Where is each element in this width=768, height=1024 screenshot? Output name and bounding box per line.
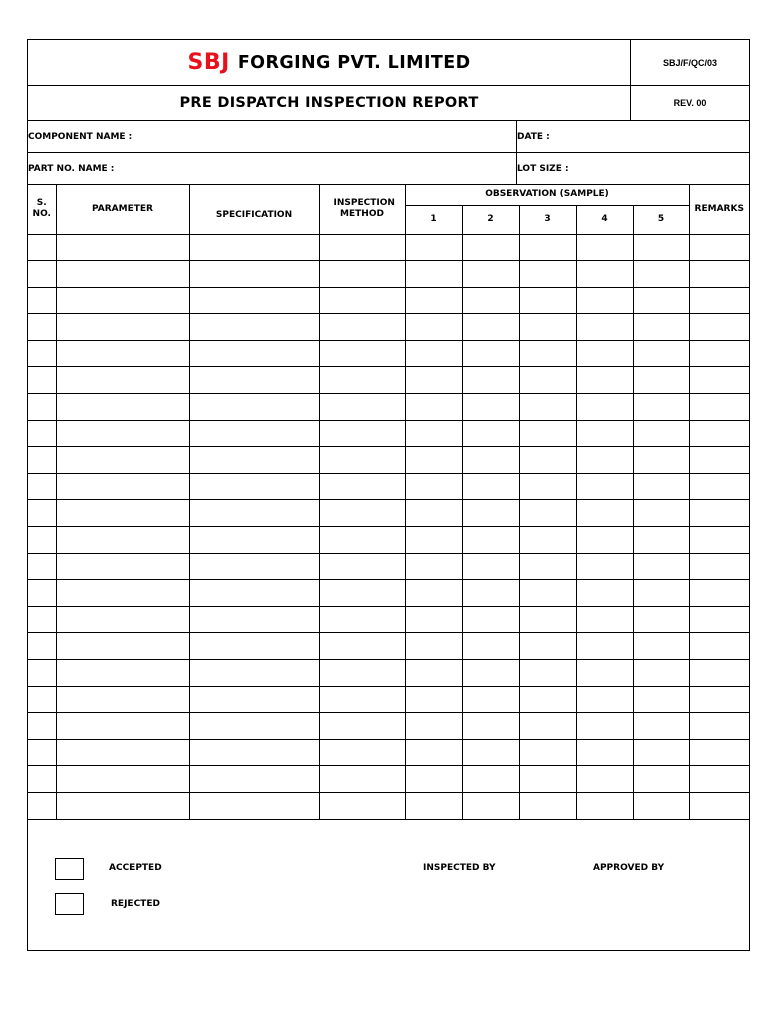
cell-sample-4[interactable] — [576, 766, 633, 793]
cell-sno[interactable] — [28, 713, 56, 740]
cell-parameter[interactable] — [56, 792, 189, 819]
table-row — [28, 234, 749, 261]
cell-sample-2[interactable] — [462, 527, 519, 554]
cell-inspection-method[interactable] — [319, 766, 405, 793]
cell-parameter[interactable] — [56, 447, 189, 474]
cell-sample-5[interactable] — [633, 792, 689, 819]
rejected-label: REJECTED — [111, 899, 160, 909]
component-row — [28, 121, 749, 153]
cell-parameter[interactable] — [56, 234, 189, 261]
cell-sample-3[interactable] — [519, 367, 576, 394]
cell-parameter[interactable] — [56, 553, 189, 580]
cell-sample-1[interactable] — [405, 766, 462, 793]
lot-size-field[interactable]: LOT SIZE : — [517, 163, 569, 174]
table-row — [28, 660, 749, 687]
cell-parameter[interactable] — [56, 713, 189, 740]
cell-specification[interactable] — [189, 314, 319, 341]
company-name: FORGING PVT. LIMITED — [237, 52, 471, 73]
company-header — [28, 40, 749, 86]
col-header-sample-1: 1 — [405, 205, 462, 234]
part-row — [28, 153, 749, 185]
cell-sample-4[interactable] — [576, 394, 633, 421]
cell-sample-2[interactable] — [462, 394, 519, 421]
approved-by-label: APPROVED BY — [593, 863, 665, 873]
cell-sample-2[interactable] — [462, 500, 519, 527]
cell-sample-5[interactable] — [633, 739, 689, 766]
cell-sample-4[interactable] — [576, 234, 633, 261]
cell-sample-1[interactable] — [405, 580, 462, 607]
cell-specification[interactable] — [189, 580, 319, 607]
cell-sample-1[interactable] — [405, 660, 462, 687]
col-header-sample-2: 2 — [462, 205, 519, 234]
cell-sample-3[interactable] — [519, 553, 576, 580]
cell-sample-3[interactable] — [519, 527, 576, 554]
col-header-specification: SPECIFICATION — [189, 185, 319, 234]
cell-sample-4[interactable] — [576, 527, 633, 554]
cell-parameter[interactable] — [56, 739, 189, 766]
cell-parameter[interactable] — [56, 340, 189, 367]
cell-sample-1[interactable] — [405, 527, 462, 554]
cell-sample-1[interactable] — [405, 367, 462, 394]
cell-inspection-method[interactable] — [319, 606, 405, 633]
cell-specification[interactable] — [189, 686, 319, 713]
cell-sample-2[interactable] — [462, 606, 519, 633]
inspection-table — [28, 185, 749, 820]
cell-sample-5[interactable] — [633, 686, 689, 713]
cell-remarks[interactable] — [689, 606, 749, 633]
accepted-checkbox[interactable] — [55, 858, 84, 880]
cell-sample-3[interactable] — [519, 234, 576, 261]
table-row — [28, 261, 749, 288]
cell-sno[interactable] — [28, 367, 56, 394]
table-row — [28, 527, 749, 554]
col-header-parameter: PARAMETER — [56, 185, 189, 234]
cell-sample-3[interactable] — [519, 606, 576, 633]
cell-sample-5[interactable] — [633, 234, 689, 261]
cell-remarks[interactable] — [689, 473, 749, 500]
cell-sno[interactable] — [28, 447, 56, 474]
cell-inspection-method[interactable] — [319, 686, 405, 713]
cell-specification[interactable] — [189, 394, 319, 421]
cell-remarks[interactable] — [689, 792, 749, 819]
cell-remarks[interactable] — [689, 420, 749, 447]
accepted-label: ACCEPTED — [109, 863, 162, 873]
table-row — [28, 686, 749, 713]
table-row — [28, 766, 749, 793]
cell-sample-4[interactable] — [576, 340, 633, 367]
cell-sample-2[interactable] — [462, 447, 519, 474]
cell-inspection-method[interactable] — [319, 340, 405, 367]
cell-remarks[interactable] — [689, 580, 749, 607]
cell-sno[interactable] — [28, 553, 56, 580]
cell-specification[interactable] — [189, 792, 319, 819]
cell-specification[interactable] — [189, 606, 319, 633]
cell-parameter[interactable] — [56, 500, 189, 527]
cell-parameter[interactable] — [56, 394, 189, 421]
cell-sample-3[interactable] — [519, 287, 576, 314]
cell-inspection-method[interactable] — [319, 394, 405, 421]
cell-sample-1[interactable] — [405, 500, 462, 527]
brand-logo-text: SBJ — [187, 50, 230, 75]
cell-specification[interactable] — [189, 367, 319, 394]
cell-sample-4[interactable] — [576, 314, 633, 341]
table-row — [28, 420, 749, 447]
cell-sample-3[interactable] — [519, 686, 576, 713]
table-row — [28, 394, 749, 421]
cell-parameter[interactable] — [56, 633, 189, 660]
cell-inspection-method[interactable] — [319, 287, 405, 314]
cell-sample-1[interactable] — [405, 713, 462, 740]
cell-inspection-method[interactable] — [319, 580, 405, 607]
cell-sample-5[interactable] — [633, 713, 689, 740]
cell-sample-2[interactable] — [462, 261, 519, 288]
cell-sample-1[interactable] — [405, 473, 462, 500]
cell-remarks[interactable] — [689, 553, 749, 580]
cell-sample-2[interactable] — [462, 340, 519, 367]
cell-sample-4[interactable] — [576, 792, 633, 819]
cell-sample-2[interactable] — [462, 420, 519, 447]
cell-sample-2[interactable] — [462, 686, 519, 713]
cell-inspection-method[interactable] — [319, 314, 405, 341]
cell-sample-1[interactable] — [405, 287, 462, 314]
cell-sample-1[interactable] — [405, 261, 462, 288]
cell-sample-3[interactable] — [519, 314, 576, 341]
cell-sno[interactable] — [28, 340, 56, 367]
col-header-sample-3: 3 — [519, 205, 576, 234]
cell-sample-4[interactable] — [576, 420, 633, 447]
cell-sample-5[interactable] — [633, 420, 689, 447]
cell-sno[interactable] — [28, 394, 56, 421]
cell-sample-4[interactable] — [576, 553, 633, 580]
cell-remarks[interactable] — [689, 367, 749, 394]
cell-remarks[interactable] — [689, 527, 749, 554]
cell-sample-2[interactable] — [462, 633, 519, 660]
cell-specification[interactable] — [189, 234, 319, 261]
inspection-table-body — [28, 234, 749, 819]
cell-sample-3[interactable] — [519, 261, 576, 288]
cell-specification[interactable] — [189, 420, 319, 447]
part-no-name-field[interactable]: PART NO. NAME : — [28, 153, 517, 184]
table-row — [28, 739, 749, 766]
cell-parameter[interactable] — [56, 580, 189, 607]
cell-sno[interactable] — [28, 792, 56, 819]
cell-sample-1[interactable] — [405, 633, 462, 660]
cell-remarks[interactable] — [689, 340, 749, 367]
cell-sample-2[interactable] — [462, 713, 519, 740]
component-name-field[interactable]: COMPONENT NAME : — [28, 121, 517, 152]
cell-sample-5[interactable] — [633, 553, 689, 580]
col-header-sample-5: 5 — [633, 205, 689, 234]
cell-sample-4[interactable] — [576, 580, 633, 607]
cell-inspection-method[interactable] — [319, 553, 405, 580]
cell-parameter[interactable] — [56, 606, 189, 633]
cell-sno[interactable] — [28, 500, 56, 527]
cell-sno[interactable] — [28, 633, 56, 660]
cell-parameter[interactable] — [56, 686, 189, 713]
cell-sample-3[interactable] — [519, 500, 576, 527]
cell-sno[interactable] — [28, 686, 56, 713]
table-row — [28, 633, 749, 660]
cell-sample-3[interactable] — [519, 580, 576, 607]
report-title: PRE DISPATCH INSPECTION REPORT — [179, 95, 479, 111]
cell-specification[interactable] — [189, 340, 319, 367]
cell-sample-4[interactable] — [576, 633, 633, 660]
cell-remarks[interactable] — [689, 660, 749, 687]
col-header-sample-4: 4 — [576, 205, 633, 234]
inspection-form — [27, 39, 750, 951]
cell-specification[interactable] — [189, 473, 319, 500]
cell-sample-5[interactable] — [633, 287, 689, 314]
cell-sample-1[interactable] — [405, 739, 462, 766]
cell-inspection-method[interactable] — [319, 473, 405, 500]
cell-sample-1[interactable] — [405, 447, 462, 474]
cell-sno[interactable] — [28, 606, 56, 633]
cell-specification[interactable] — [189, 447, 319, 474]
cell-remarks[interactable] — [689, 633, 749, 660]
cell-parameter[interactable] — [56, 261, 189, 288]
cell-parameter[interactable] — [56, 367, 189, 394]
cell-sno[interactable] — [28, 420, 56, 447]
cell-sample-1[interactable] — [405, 686, 462, 713]
cell-remarks[interactable] — [689, 766, 749, 793]
cell-sample-2[interactable] — [462, 367, 519, 394]
cell-parameter[interactable] — [56, 766, 189, 793]
cell-sample-3[interactable] — [519, 792, 576, 819]
cell-remarks[interactable] — [689, 713, 749, 740]
table-row — [28, 606, 749, 633]
cell-sample-1[interactable] — [405, 234, 462, 261]
cell-sno[interactable] — [28, 261, 56, 288]
cell-specification[interactable] — [189, 633, 319, 660]
cell-sample-5[interactable] — [633, 606, 689, 633]
cell-sample-4[interactable] — [576, 739, 633, 766]
cell-parameter[interactable] — [56, 473, 189, 500]
cell-specification[interactable] — [189, 500, 319, 527]
cell-sample-2[interactable] — [462, 739, 519, 766]
cell-sno[interactable] — [28, 234, 56, 261]
table-row — [28, 314, 749, 341]
cell-inspection-method[interactable] — [319, 261, 405, 288]
cell-sample-2[interactable] — [462, 580, 519, 607]
result-footer — [28, 819, 749, 950]
table-row — [28, 500, 749, 527]
cell-sample-2[interactable] — [462, 314, 519, 341]
cell-sample-2[interactable] — [462, 287, 519, 314]
cell-sno[interactable] — [28, 314, 56, 341]
cell-sample-4[interactable] — [576, 367, 633, 394]
cell-sample-5[interactable] — [633, 314, 689, 341]
doc-code: SBJ/F/QC/03 — [662, 57, 718, 68]
cell-sample-5[interactable] — [633, 447, 689, 474]
cell-remarks[interactable] — [689, 314, 749, 341]
cell-sno[interactable] — [28, 473, 56, 500]
company-name-cell — [28, 40, 631, 85]
cell-inspection-method[interactable] — [319, 234, 405, 261]
cell-sample-3[interactable] — [519, 473, 576, 500]
col-header-remarks: REMARKS — [689, 185, 749, 234]
cell-parameter[interactable] — [56, 314, 189, 341]
cell-sample-2[interactable] — [462, 792, 519, 819]
cell-sno[interactable] — [28, 287, 56, 314]
cell-sample-5[interactable] — [633, 660, 689, 687]
cell-inspection-method[interactable] — [319, 500, 405, 527]
cell-remarks[interactable] — [689, 261, 749, 288]
cell-inspection-method[interactable] — [319, 527, 405, 554]
cell-sample-3[interactable] — [519, 766, 576, 793]
cell-remarks[interactable] — [689, 686, 749, 713]
cell-inspection-method[interactable] — [319, 713, 405, 740]
cell-sample-3[interactable] — [519, 447, 576, 474]
cell-remarks[interactable] — [689, 234, 749, 261]
cell-inspection-method[interactable] — [319, 739, 405, 766]
table-row — [28, 447, 749, 474]
col-header-sno: S. NO. — [28, 185, 56, 234]
cell-sample-5[interactable] — [633, 527, 689, 554]
cell-sample-3[interactable] — [519, 739, 576, 766]
cell-sample-5[interactable] — [633, 394, 689, 421]
cell-specification[interactable] — [189, 261, 319, 288]
cell-inspection-method[interactable] — [319, 447, 405, 474]
cell-sample-4[interactable] — [576, 473, 633, 500]
cell-sample-2[interactable] — [462, 660, 519, 687]
cell-sample-1[interactable] — [405, 553, 462, 580]
cell-parameter[interactable] — [56, 287, 189, 314]
cell-sample-4[interactable] — [576, 713, 633, 740]
cell-sample-1[interactable] — [405, 394, 462, 421]
col-header-observation: OBSERVATION (SAMPLE) — [405, 185, 689, 205]
table-row — [28, 580, 749, 607]
cell-parameter[interactable] — [56, 660, 189, 687]
date-field[interactable]: DATE : — [517, 131, 550, 142]
col-header-inspection-method: INSPECTION METHOD — [319, 185, 405, 234]
cell-sample-4[interactable] — [576, 500, 633, 527]
cell-sample-5[interactable] — [633, 633, 689, 660]
cell-specification[interactable] — [189, 660, 319, 687]
cell-sample-5[interactable] — [633, 473, 689, 500]
cell-inspection-method[interactable] — [319, 367, 405, 394]
cell-sample-3[interactable] — [519, 340, 576, 367]
cell-specification[interactable] — [189, 739, 319, 766]
cell-sample-2[interactable] — [462, 473, 519, 500]
cell-remarks[interactable] — [689, 739, 749, 766]
cell-sample-4[interactable] — [576, 686, 633, 713]
cell-sample-3[interactable] — [519, 660, 576, 687]
table-row — [28, 473, 749, 500]
cell-sample-4[interactable] — [576, 660, 633, 687]
cell-parameter[interactable] — [56, 527, 189, 554]
table-row — [28, 792, 749, 819]
cell-parameter[interactable] — [56, 420, 189, 447]
cell-sample-2[interactable] — [462, 553, 519, 580]
cell-sample-2[interactable] — [462, 234, 519, 261]
cell-remarks[interactable] — [689, 500, 749, 527]
cell-specification[interactable] — [189, 527, 319, 554]
cell-sample-2[interactable] — [462, 766, 519, 793]
cell-sample-1[interactable] — [405, 340, 462, 367]
cell-remarks[interactable] — [689, 447, 749, 474]
report-title-cell — [28, 86, 631, 120]
cell-inspection-method[interactable] — [319, 792, 405, 819]
cell-sample-5[interactable] — [633, 500, 689, 527]
cell-sno[interactable] — [28, 766, 56, 793]
cell-sample-4[interactable] — [576, 447, 633, 474]
table-row — [28, 287, 749, 314]
rejected-checkbox[interactable] — [55, 893, 84, 915]
inspected-by-label: INSPECTED BY — [423, 863, 496, 873]
cell-sample-4[interactable] — [576, 261, 633, 288]
revision: REV. 00 — [673, 98, 707, 108]
cell-sample-3[interactable] — [519, 420, 576, 447]
table-row — [28, 553, 749, 580]
cell-sample-4[interactable] — [576, 287, 633, 314]
cell-sample-5[interactable] — [633, 580, 689, 607]
cell-sno[interactable] — [28, 739, 56, 766]
cell-sample-1[interactable] — [405, 420, 462, 447]
cell-inspection-method[interactable] — [319, 633, 405, 660]
cell-sample-3[interactable] — [519, 713, 576, 740]
cell-sno[interactable] — [28, 660, 56, 687]
cell-sample-5[interactable] — [633, 340, 689, 367]
cell-sno[interactable] — [28, 527, 56, 554]
cell-sample-3[interactable] — [519, 633, 576, 660]
cell-remarks[interactable] — [689, 394, 749, 421]
cell-sample-4[interactable] — [576, 606, 633, 633]
cell-sample-5[interactable] — [633, 367, 689, 394]
table-row — [28, 367, 749, 394]
table-row — [28, 713, 749, 740]
table-row — [28, 340, 749, 367]
cell-specification[interactable] — [189, 713, 319, 740]
cell-inspection-method[interactable] — [319, 660, 405, 687]
cell-specification[interactable] — [189, 287, 319, 314]
cell-specification[interactable] — [189, 553, 319, 580]
cell-sample-1[interactable] — [405, 606, 462, 633]
cell-inspection-method[interactable] — [319, 420, 405, 447]
cell-remarks[interactable] — [689, 287, 749, 314]
report-title-row — [28, 86, 749, 121]
cell-sno[interactable] — [28, 580, 56, 607]
cell-sample-1[interactable] — [405, 314, 462, 341]
cell-sample-5[interactable] — [633, 766, 689, 793]
cell-sample-3[interactable] — [519, 394, 576, 421]
cell-sample-1[interactable] — [405, 792, 462, 819]
cell-sample-5[interactable] — [633, 261, 689, 288]
cell-specification[interactable] — [189, 766, 319, 793]
